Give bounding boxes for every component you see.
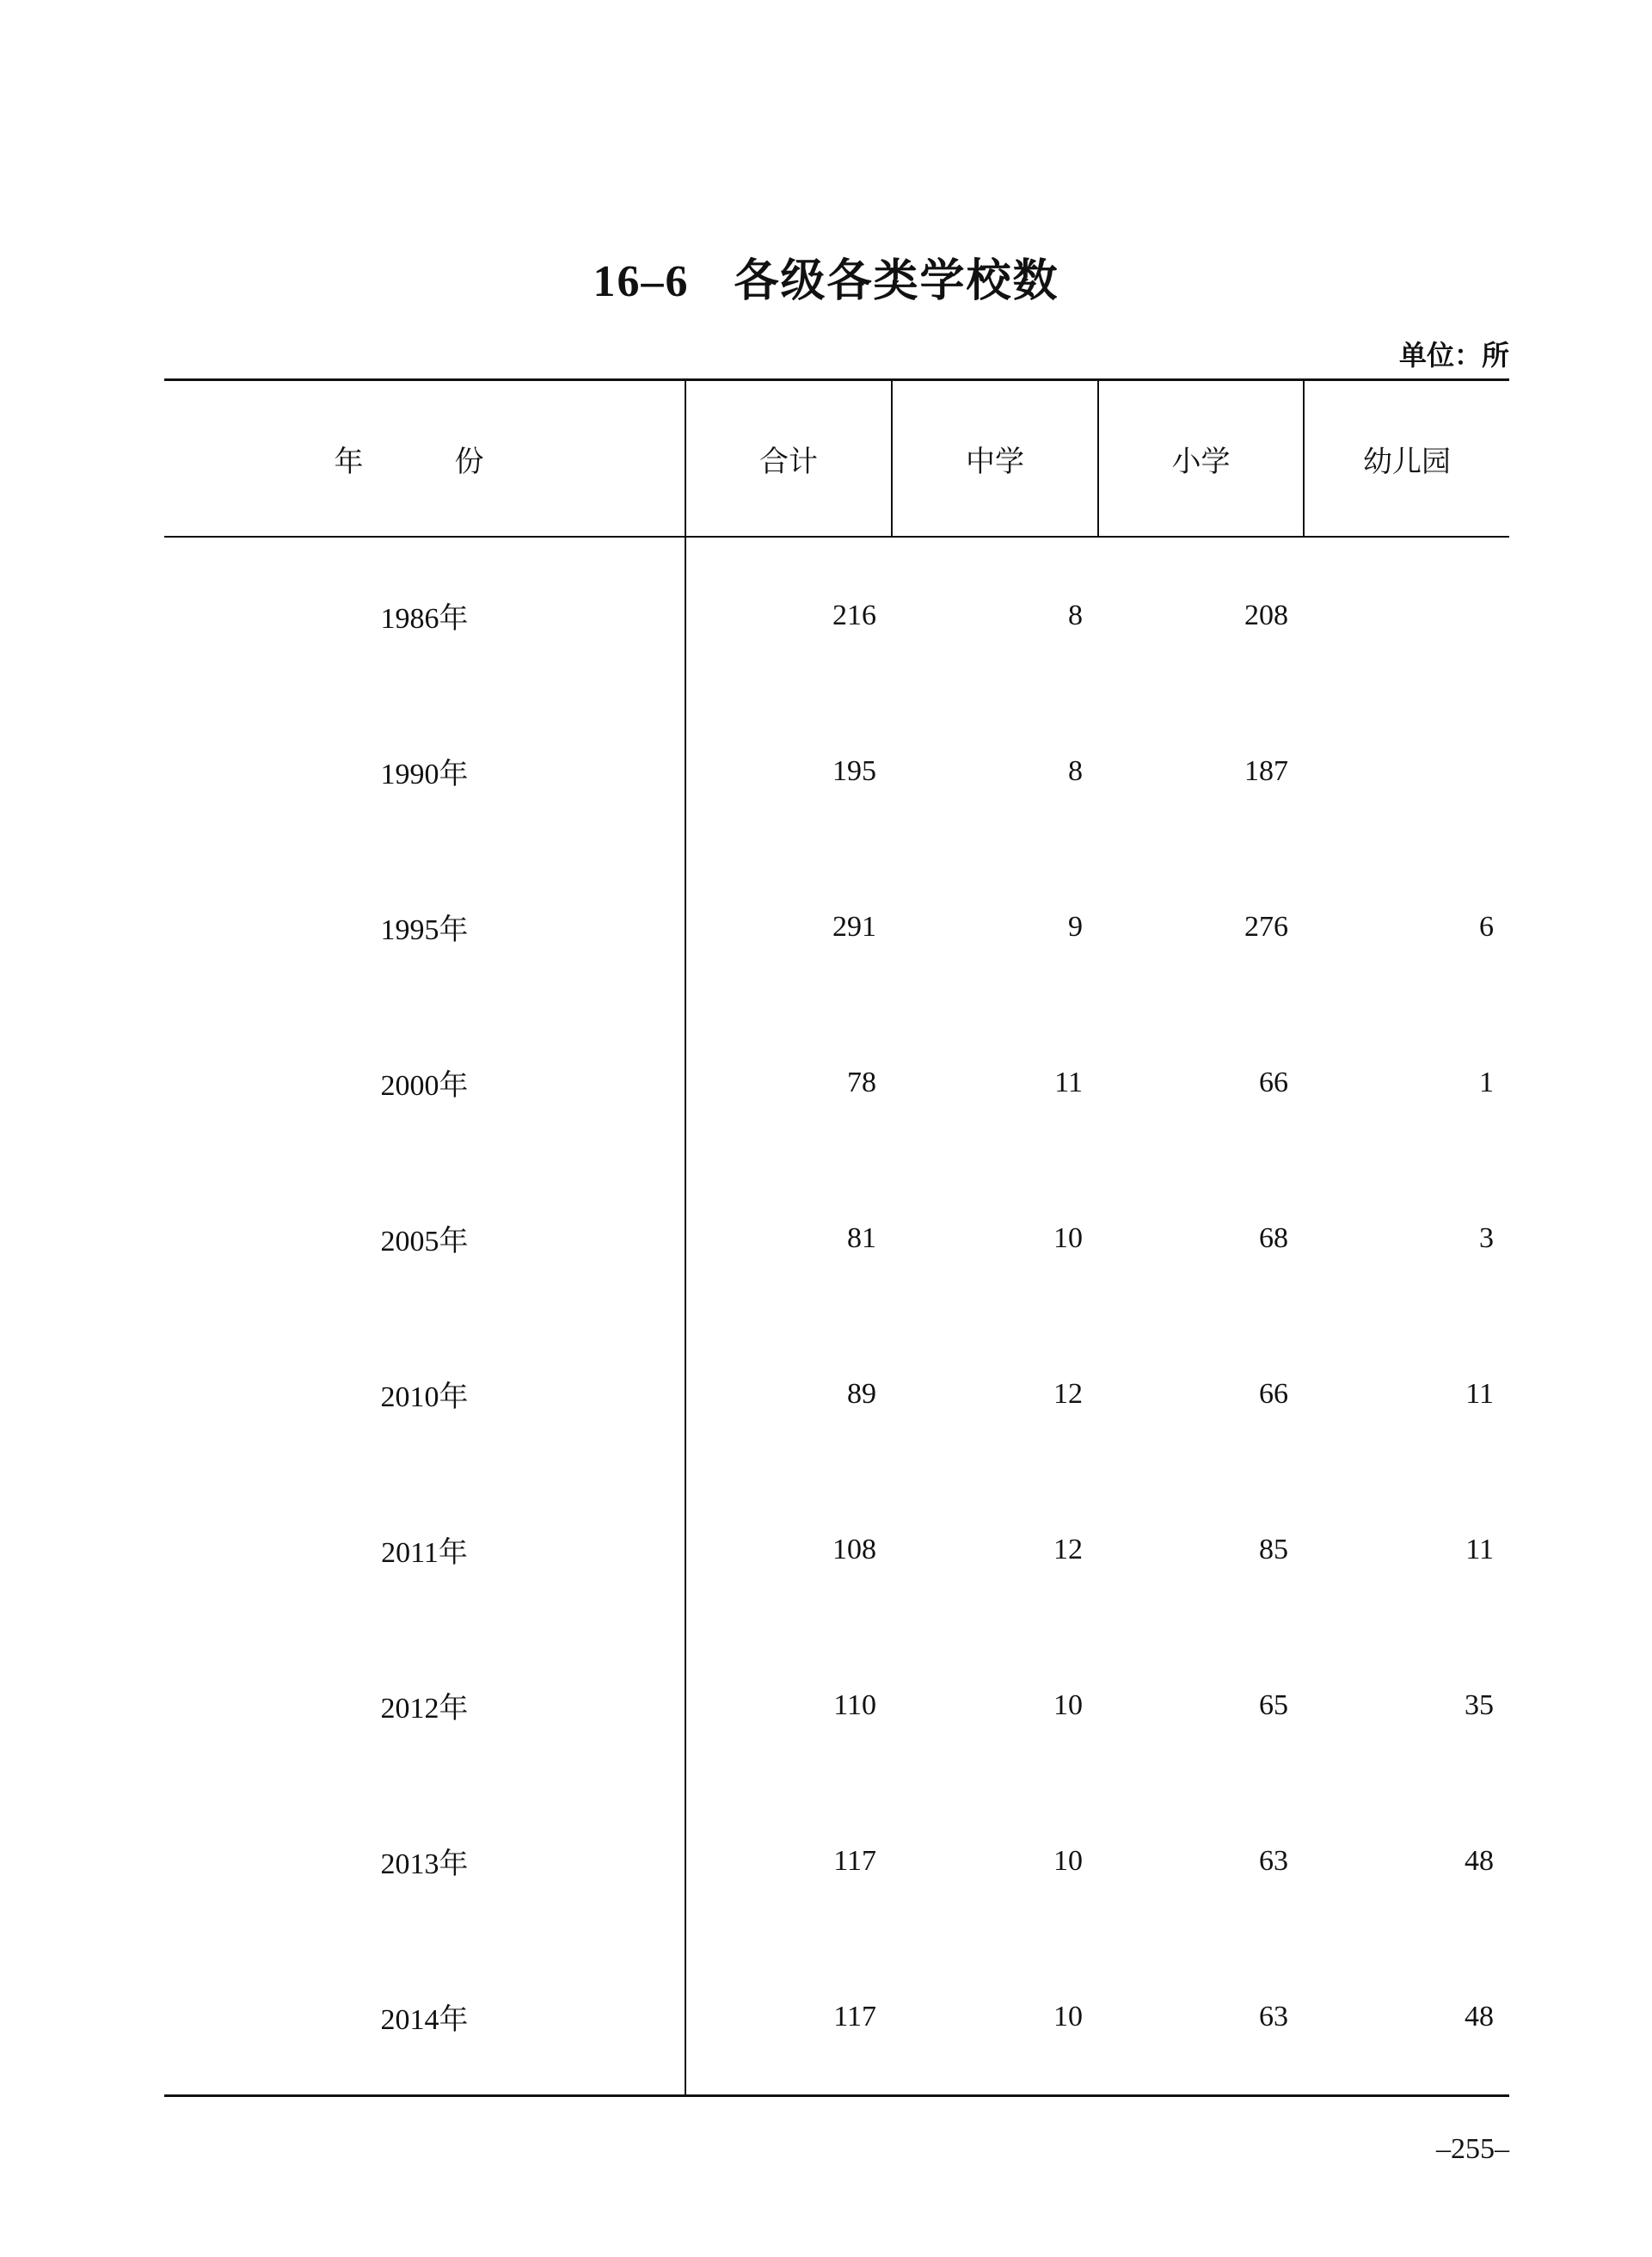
kindergarten-cell: 35 (1465, 1688, 1494, 1721)
table-title-text: 各级各类学校数 (734, 255, 1059, 307)
middle-school-cell: 12 (1053, 1377, 1083, 1410)
table-number: 16–6 (593, 257, 690, 306)
kindergarten-cell: 3 (1479, 1221, 1494, 1254)
table-row (164, 1472, 1509, 1627)
table-row (164, 1939, 1509, 2096)
middle-school-cell: 8 (1068, 599, 1083, 631)
total-cell: 117 (685, 1939, 892, 2096)
year-cell: 1990年 (164, 693, 685, 849)
table-row (164, 1627, 1509, 1783)
year-cell: 1995年 (164, 849, 685, 1005)
kindergarten-cell: 11 (1465, 1533, 1494, 1565)
primary-school-cell: 68 (1259, 1221, 1288, 1254)
table-row (164, 1005, 1509, 1160)
year-cell: 2010年 (164, 1316, 685, 1472)
primary-school-cell: 66 (1259, 1377, 1288, 1410)
middle-school-cell: 8 (1068, 754, 1083, 787)
page-title (0, 244, 1652, 309)
kindergarten-cell: 48 (1304, 1939, 1509, 2096)
table-row (164, 693, 1509, 849)
middle-school-cell: 10 (1053, 1221, 1083, 1254)
header-row (164, 380, 1509, 538)
total-cell: 110 (833, 1688, 876, 1721)
kindergarten-cell: 1 (1479, 1066, 1494, 1098)
year-cell: 2011年 (164, 1472, 685, 1627)
total-cell: 117 (833, 1844, 876, 1877)
header-total: 合计 (685, 380, 892, 538)
header-primary-school: 小学 (1098, 380, 1304, 538)
year-cell: 2013年 (164, 1783, 685, 1939)
total-cell: 216 (832, 599, 876, 631)
primary-school-cell: 65 (1259, 1688, 1288, 1721)
total-cell: 108 (832, 1533, 876, 1565)
middle-school-cell: 10 (892, 1939, 1098, 2096)
year-cell: 2000年 (164, 1005, 685, 1160)
year-cell: 2012年 (164, 1627, 685, 1783)
middle-school-cell: 10 (1053, 1688, 1083, 1721)
header-kindergarten: 幼儿园 (1304, 380, 1509, 538)
table-row (164, 1316, 1509, 1472)
middle-school-cell: 9 (1068, 910, 1083, 943)
primary-school-cell: 85 (1259, 1533, 1288, 1565)
kindergarten-cell: 6 (1479, 910, 1494, 943)
middle-school-cell: 10 (1053, 1844, 1083, 1877)
table-row (164, 1783, 1509, 1939)
primary-school-cell: 187 (1244, 754, 1288, 787)
total-cell: 291 (832, 910, 876, 943)
middle-school-cell: 11 (1054, 1066, 1083, 1098)
total-cell: 195 (832, 754, 876, 787)
kindergarten-cell (1304, 537, 1509, 693)
primary-school-cell: 276 (1244, 910, 1288, 943)
middle-school-cell: 12 (1053, 1533, 1083, 1565)
year-cell: 1986年 (164, 537, 685, 693)
header-middle-school: 中学 (892, 380, 1098, 538)
year-cell: 2005年 (164, 1160, 685, 1316)
header-year: 年 份 (164, 380, 685, 538)
primary-school-cell: 208 (1244, 599, 1288, 631)
kindergarten-cell: 48 (1465, 1844, 1494, 1877)
page-number: –255– (1436, 2133, 1509, 2165)
primary-school-cell: 63 (1098, 1939, 1304, 2096)
kindergarten-cell (1304, 693, 1509, 849)
unit-label: 单位：所 (1398, 339, 1509, 372)
year-cell: 2014年 (164, 1939, 685, 2096)
total-cell: 81 (847, 1221, 876, 1254)
table-row (164, 1160, 1509, 1316)
primary-school-cell: 63 (1259, 1844, 1288, 1877)
total-cell: 89 (847, 1377, 876, 1410)
kindergarten-cell: 11 (1465, 1377, 1494, 1410)
table-row (164, 537, 1509, 693)
primary-school-cell: 66 (1259, 1066, 1288, 1098)
school-count-table (164, 378, 1509, 2097)
total-cell: 78 (847, 1066, 876, 1098)
table-row (164, 849, 1509, 1005)
